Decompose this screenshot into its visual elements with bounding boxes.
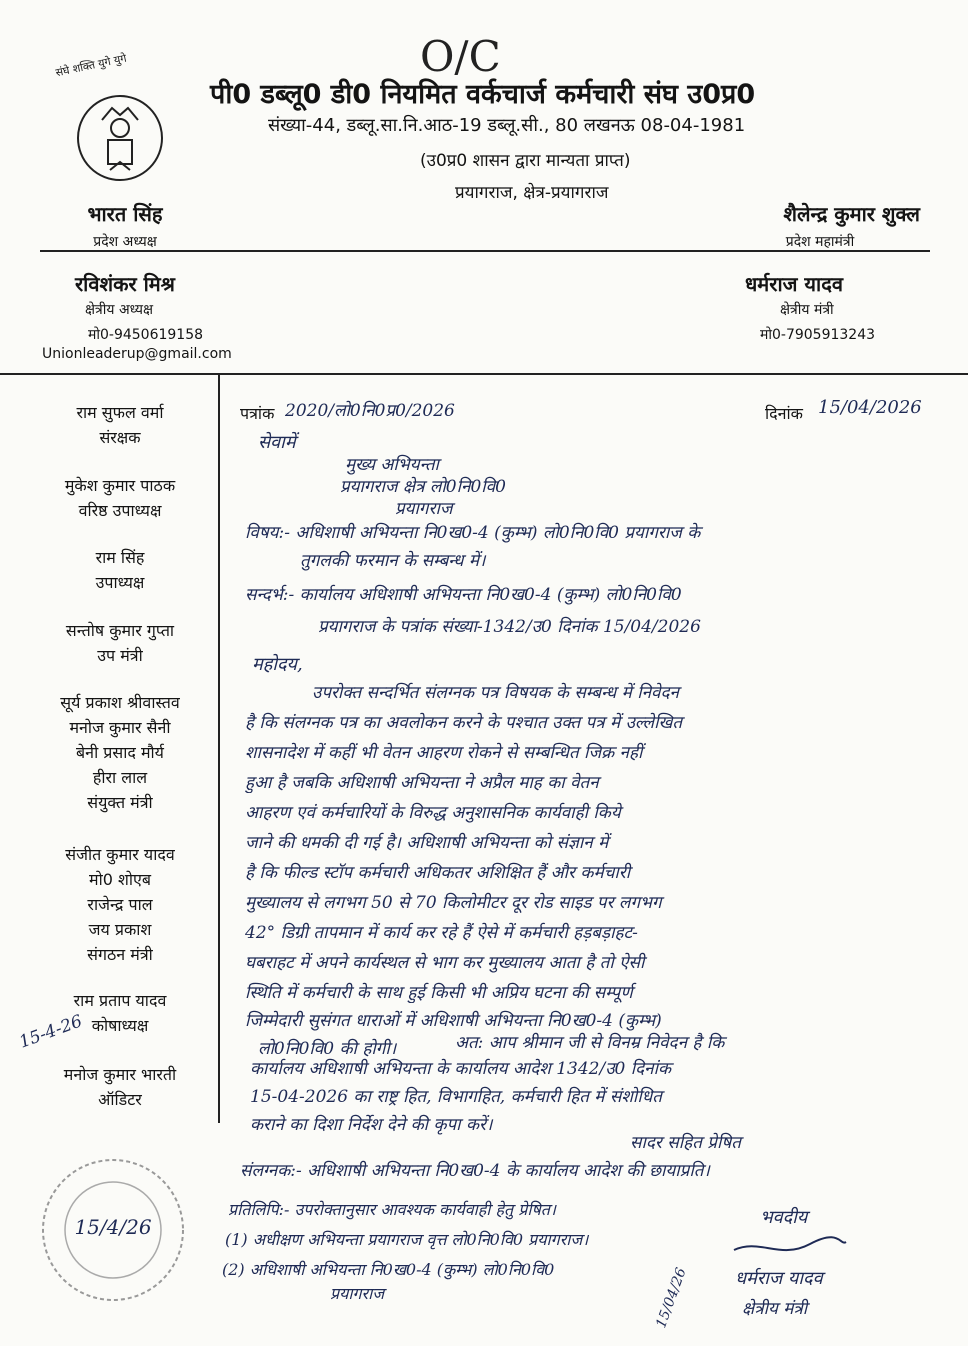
sidebar-line: कोषाध्यक्ष [91,1016,149,1035]
sidebar-line: राजेन्द्र पाल [87,895,153,914]
copy-to-item-2: (2) अधिशाषी अभियन्ता नि0ख0-4 (कुम्भ) लो0नि0वि0 [222,1260,555,1279]
request-line: 15-04-2026 का राष्ट्र हित, विभागहित, कर्मचारी हित में संशोधित [250,1087,662,1107]
received-date: 15/04/26 [653,1265,690,1331]
location-line: प्रयागराज, क्षेत्र-प्रयागराज [455,183,609,203]
ref-value: 2020/लो0नि0प्र0/2026 [285,401,455,421]
body-line: घबराहट में अपने कार्यस्थल से भाग कर मुख्यालय आता है तो ऐसी [245,953,645,973]
top-handwritten-mark: O/C [420,32,501,81]
sidebar-member-6 [30,842,210,967]
ref-label: पत्रांक [240,404,275,423]
closing: भवदीय [760,1207,808,1228]
copy-to-item-1: (1) अधीक्षण अभियन्ता प्रयागराज वृत्त लो0नि0वि0 प्रयागराज। [225,1230,589,1249]
copy-to-item-2-city: प्रयागराज [330,1284,385,1303]
registration-line: संख्या-44, डब्लू.सा.नि.आठ-19 डब्लू.सी., 80 लखनऊ 08-04-1981 [268,115,746,136]
sidebar-line: उपाध्यक्ष [95,573,145,592]
recognition-line: (उ0प्र0 शासन द्वारा मान्यता प्राप्त) [420,151,631,171]
date-label: दिनांक [765,404,803,423]
sidebar-line: ऑडिटर [98,1090,142,1109]
addressee-line-1: मुख्य अभियन्ता [345,455,439,475]
regional-secretary-mobile: मो0-7905913243 [760,327,876,343]
sidebar-line: हीरा लाल [92,768,148,787]
sidebar-line: राम प्रताप यादव [73,991,167,1010]
sidebar-divider [218,373,220,1123]
subject-line-2: तुगलकी फरमान के सम्बन्ध में। [300,551,486,571]
stamp-handwritten-date: 15/4/26 [74,1215,152,1239]
body-line: शासनादेश में कहीं भी वेतन आहरण रोकने से सम्बन्धित जिक्र नहीं [245,743,643,763]
emblem-icon [50,70,190,200]
sidebar-member-4 [30,618,210,668]
org-name: पी0 डब्लू0 डी0 नियमित वर्कचार्ज कर्मचारी संघ उ0प्र0 [210,79,756,110]
sidebar-member-1 [30,400,210,450]
sidebar-line: मनोज कुमार भारती [63,1065,177,1084]
signer-title: क्षेत्रीय मंत्री [742,1299,808,1319]
copy-to-heading: प्रतिलिपि:- उपरोक्तानुसार आवश्यक कार्यवाही हेतु प्रेषित। [228,1200,556,1219]
sidebar-line: सन्तोष कुमार गुप्ता [65,621,175,640]
sidebar-line: संजीत कुमार यादव [65,845,175,864]
state-president-name: भारत सिंह [87,202,163,226]
regional-president-title: क्षेत्रीय अध्यक्ष [85,302,154,318]
salutation: सेवामें [258,432,296,453]
addressee-line-3: प्रयागराज [395,499,453,519]
sidebar-member-3 [30,545,210,595]
signature-icon [730,1232,850,1262]
regional-secretary-title: क्षेत्रीय मंत्री [780,302,834,318]
body-line: मुख्यालय से लगभग 50 से 70 किलोमीटर दूर रोड साइड पर लगभग [245,893,662,913]
signer-name: धर्मराज यादव [735,1268,823,1289]
sidebar-line: राम सुफल वर्मा [76,403,164,422]
sidebar-line: मो0 शोएब [89,870,151,889]
date-value: 15/04/2026 [818,397,922,418]
body-line: है कि संलग्नक पत्र का अवलोकन करने के पश्चात उक्त पत्र में उल्लेखित [245,713,683,733]
union-emblem [50,70,190,200]
body-line: लो0नि0वि0 की होगी। [258,1039,397,1059]
regional-divider [0,373,968,375]
sidebar-line: सूर्य प्रकाश श्रीवास्तव [60,693,180,712]
forwarded-note: सादर सहित प्रेषित [630,1133,741,1153]
header-divider [40,250,930,252]
request-line: कार्यालय अधिशाषी अभियन्ता के कार्यालय आदेश 1342/उ0 दिनांक [250,1059,672,1079]
sidebar-line: उप मंत्री [97,646,143,665]
body-line: हुआ है जबकि अधिशाषी अभियन्ता ने अप्रैल माह का वेतन [245,773,599,793]
addressee-line-2: प्रयागराज क्षेत्र लो0नि0वि0 [340,477,506,497]
sidebar-line: राम सिंह [95,548,145,567]
sidebar-member-2 [30,473,210,523]
state-secretary-title: प्रदेश महामंत्री [785,234,855,250]
emblem-motto: संघे शक्ति युगे युगे [54,51,128,80]
body-line: स्थिति में कर्मचारी के साथ हुई किसी भी अप्रिय घटना की सम्पूर्ण [245,983,633,1003]
body-line: जिम्मेदारी सुसंगत धाराओं में अधिशाषी अभियन्ता नि0ख0-4 (कुम्भ) [245,1011,662,1031]
regional-president-name: रविशंकर मिश्र [75,272,175,296]
office-stamp [38,1155,188,1305]
sidebar-line: मनोज कुमार सैनी [69,718,171,737]
union-email: Unionleaderup@gmail.com [42,346,232,362]
sidebar-member-8 [30,1062,210,1112]
body-line: है कि फील्ड स्टॉप कर्मचारी अधिकतर अशिक्षित हैं और कर्मचारी [245,863,631,883]
sidebar-line: मुकेश कुमार पाठक [64,476,176,495]
state-president-title: प्रदेश अध्यक्ष [93,234,157,250]
margin-handwritten-date: 15-4-26 [16,1011,86,1053]
sidebar-line: वरिष्ठ उपाध्यक्ष [78,501,162,520]
sidebar-line: संयुक्त मंत्री [87,793,153,812]
body-line: 42° डिग्री तापमान में कार्य कर रहे हैं ऐसे में कर्मचारी हड़बड़ाहट- [245,923,638,943]
reference-line-1: सन्दर्भ:- कार्यालय अधिशाषी अभियन्ता नि0ख0-4 (कुम्भ) लो0नि0वि0 [245,585,682,605]
sidebar-line: जय प्रकाश [88,920,152,939]
subject-line-1: विषय:- अधिशाषी अभियन्ता नि0ख0-4 (कुम्भ) लो0नि0वि0 प्रयागराज के [245,523,701,543]
greeting: महोदय, [252,654,303,675]
body-line: आहरण एवं कर्मचारियों के विरुद्ध अनुशासनिक कार्यवाही किये [245,803,621,823]
request-line: कराने का दिशा निर्देश देने की कृपा करें। [250,1115,493,1135]
request-line: अत: आप श्रीमान जी से विनम्र निवेदन है कि [455,1033,725,1053]
sidebar-member-5 [30,690,210,815]
regional-president-mobile: मो0-9450619158 [88,327,204,343]
sidebar-line: बेनी प्रसाद मौर्य [76,743,164,762]
state-secretary-name: शैलेन्द्र कुमार शुक्ल [783,202,920,226]
sidebar-line: संरक्षक [99,428,141,447]
regional-secretary-name: धर्मराज यादव [745,272,843,296]
reference-line-2: प्रयागराज के पत्रांक संख्या-1342/उ0 दिनांक 15/04/2026 [318,617,701,637]
body-line: जाने की धमकी दी गई है। अधिशाषी अभियन्ता को संज्ञान में [245,833,609,853]
body-line: उपरोक्त सन्दर्भित संलग्नक पत्र विषयक के सम्बन्ध में निवेदन [312,683,679,703]
sidebar-line: संगठन मंत्री [87,945,153,964]
enclosure-line: संलग्नक:- अधिशाषी अभियन्ता नि0ख0-4 के कार्यालय आदेश की छायाप्रति। [240,1161,710,1181]
